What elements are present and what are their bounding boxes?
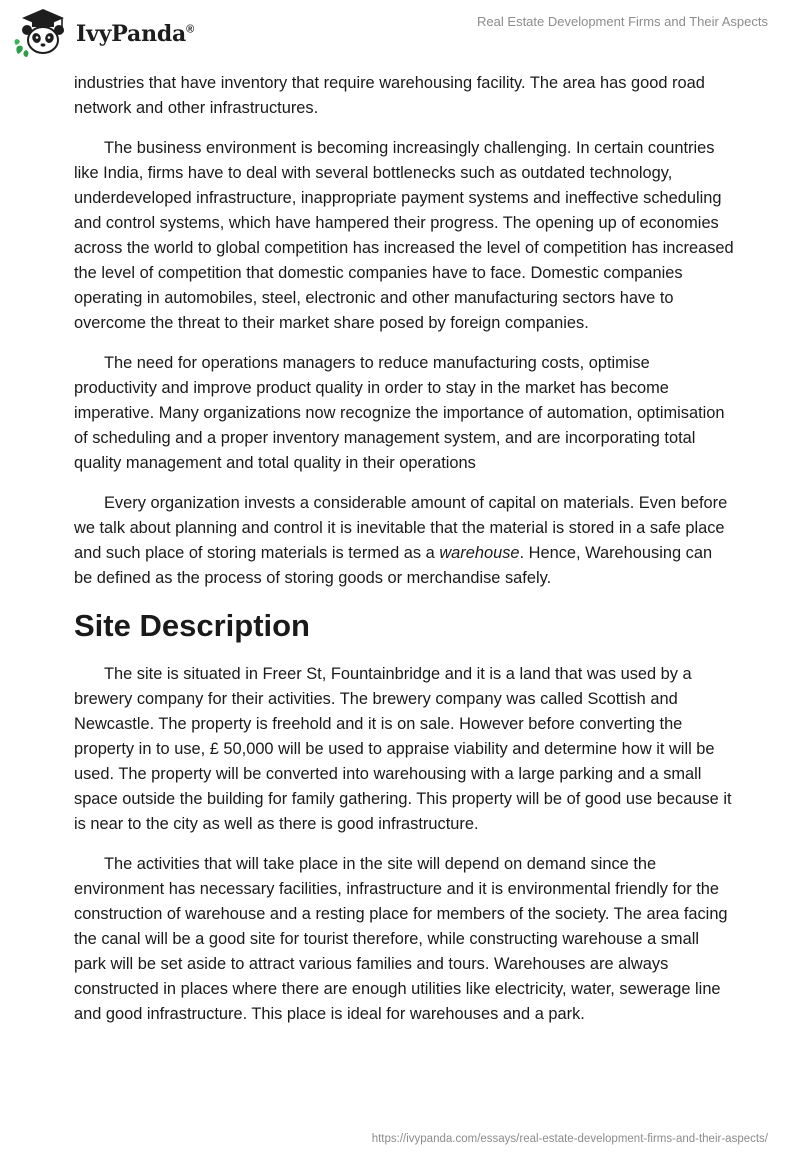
section-heading: Site Description	[74, 608, 310, 643]
source-url[interactable]: https://ivypanda.com/essays/real-estate-development-firms-and-their-aspects/	[371, 1133, 768, 1145]
document-title: Real Estate Development Firms and Their Aspects	[477, 14, 768, 29]
ivypanda-logo[interactable]	[14, 6, 194, 58]
brand-name: IvyPanda®	[76, 21, 195, 47]
paragraph-5: The site is situated in Freer St, Fountainbridge and it is a land that was used by a brewery company for their activities. The brewery company was called Scottish and Newcastle. The property is freehold and it is on sale. However before converting the property in to use, £ 50,000 will be used to appraise viability and determine how it will be used. The property will be converted into warehousing with a large parking and a small space outside the building for family gathering. This property will be of good use because it is near to the city as well as there is good infrastructure.	[74, 665, 732, 833]
paragraph-2: The business environment is becoming increasingly challenging. In certain countries like India, firms have to deal with several bottlenecks such as outdated technology, underdeveloped infrastructure, inappropriate payment systems and ineffective scheduling and control systems, which have hampered their progress. The opening up of economies across the world to global competition has increased the level of competition has increased the level of competition that domestic companies have to face. Domestic companies operating in automobiles, steel, electronic and other manufacturing sectors have to overcome the threat to their market share posed by foreign companies.	[74, 139, 734, 332]
page-header	[0, 0, 800, 70]
paragraph-4-text-end: . Hence, Warehousing can be defined as the process of storing goods or merchandise safely.	[74, 544, 713, 587]
paragraph-1: industries that have inventory that require warehousing facility. The area has good road network and other infrastructures.	[74, 74, 705, 117]
paragraph-4-text-start: Every organization invests a considerable amount of capital on materials. Even before we talk about planning and control it is inevitable that the material is stored in a safe place and such place of storing materials is termed as a	[74, 494, 728, 562]
paragraph-4	[74, 491, 734, 591]
panda-graduation-cap-icon	[14, 6, 72, 58]
essay-body	[74, 71, 734, 1042]
warehouse-term: warehouse	[439, 544, 520, 562]
paragraph-6: The activities that will take place in the site will depend on demand since the environment has necessary facilities, infrastructure and it is environmental friendly for the construction of warehouse and a resting place for members of the society. The area facing the canal will be a good site for tourist therefore, while constructing warehouse a small park will be set aside to attract various families and tours. Warehouses are always constructed in places where there are enough utilities like electricity, water, sewerage line and good infrastructure. This place is ideal for warehouses and a park.	[74, 855, 728, 1023]
paragraph-3: The need for operations managers to reduce manufacturing costs, optimise productivity and improve product quality in order to stay in the market has become imperative. Many organizations now recognize the importance of automation, optimisation of scheduling and a proper inventory management system, and are incorporating total quality management and total quality in their operations	[74, 354, 725, 472]
registered-mark: ®	[186, 23, 195, 36]
